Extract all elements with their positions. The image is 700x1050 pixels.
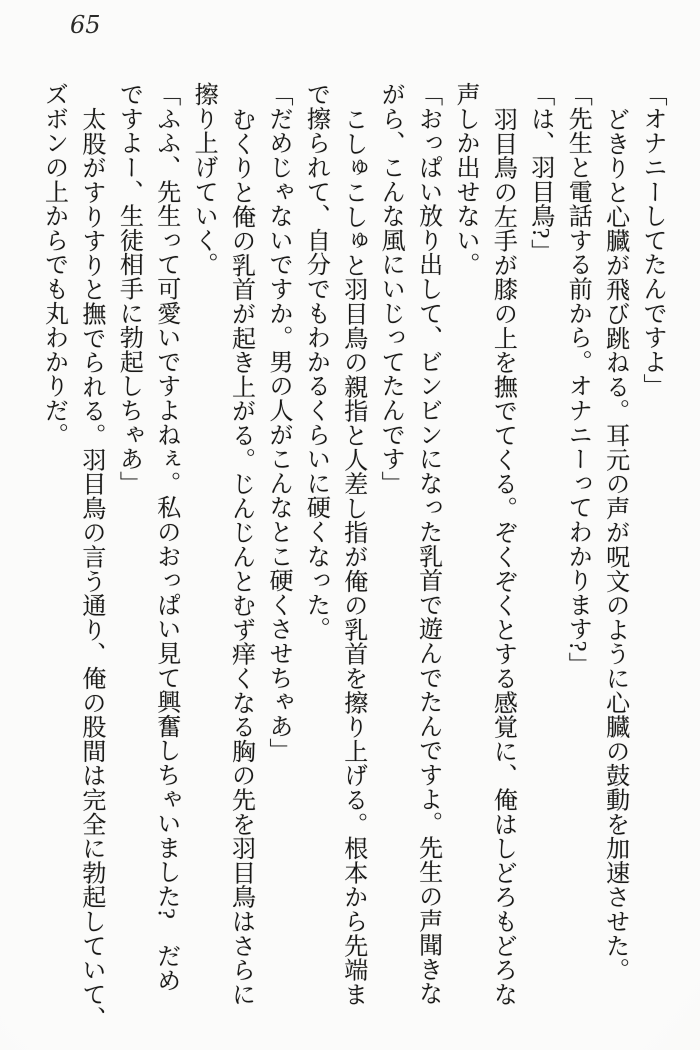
text-line: 太股がすりすりと撫でられる。羽目鳥の言う通り、俺の股間は完全に勃起していて、 bbox=[77, 107, 104, 1031]
text-line: 羽目鳥の左手が膝の上を撫でてくる。ぞくぞくとする感覚に、俺はしどろもどろな bbox=[489, 107, 516, 1007]
text-line: ですよー、生徒相手に勃起しちゃあ」 bbox=[115, 82, 142, 496]
text-line: 「先生と電話する前から。オナニーってわかります?」 bbox=[564, 82, 591, 677]
text-line: 「だめじゃないですか。男の人がこんなとこ硬くさせちゃあ」 bbox=[264, 82, 291, 763]
text-line: 「ふふ、先生って可愛いですよねぇ。私のおっぱい見て興奮しちゃいました? だめ bbox=[152, 82, 179, 993]
text-line: がら、こんな風にいじってたんです」 bbox=[377, 82, 404, 496]
text-line: こしゅこしゅと羽目鳥の親指と人差し指が俺の乳首を擦り上げる。根本から先端ま bbox=[339, 107, 366, 1007]
text-line: 「は、羽目鳥?」 bbox=[526, 82, 553, 264]
text-line: 「オナニーしてたんですよ」 bbox=[639, 82, 665, 398]
text-line: ズボンの上からでも丸わかりだ。 bbox=[40, 82, 67, 447]
text-line: どきりと心臓が飛び跳ねる。耳元の声が呪文のように心臓の鼓動を加速させた。 bbox=[601, 107, 628, 982]
page-number: 65 bbox=[70, 11, 101, 39]
text-line: 擦り上げていく。 bbox=[190, 82, 217, 277]
text-area bbox=[34, 82, 670, 1032]
text-line: で擦られて、自分でもわかるくらいに硬くなった。 bbox=[302, 82, 329, 641]
text-line: 声しか出せない。 bbox=[451, 82, 478, 277]
text-line: むくりと俺の乳首が起き上がる。じんじんとむず痒くなる胸の先を羽目鳥はさらに bbox=[227, 107, 254, 1007]
text-line: 「おっぱい放り出して、ビンビンになった乳首で遊んでたんですよ。先生の声聞きな bbox=[414, 82, 441, 1006]
